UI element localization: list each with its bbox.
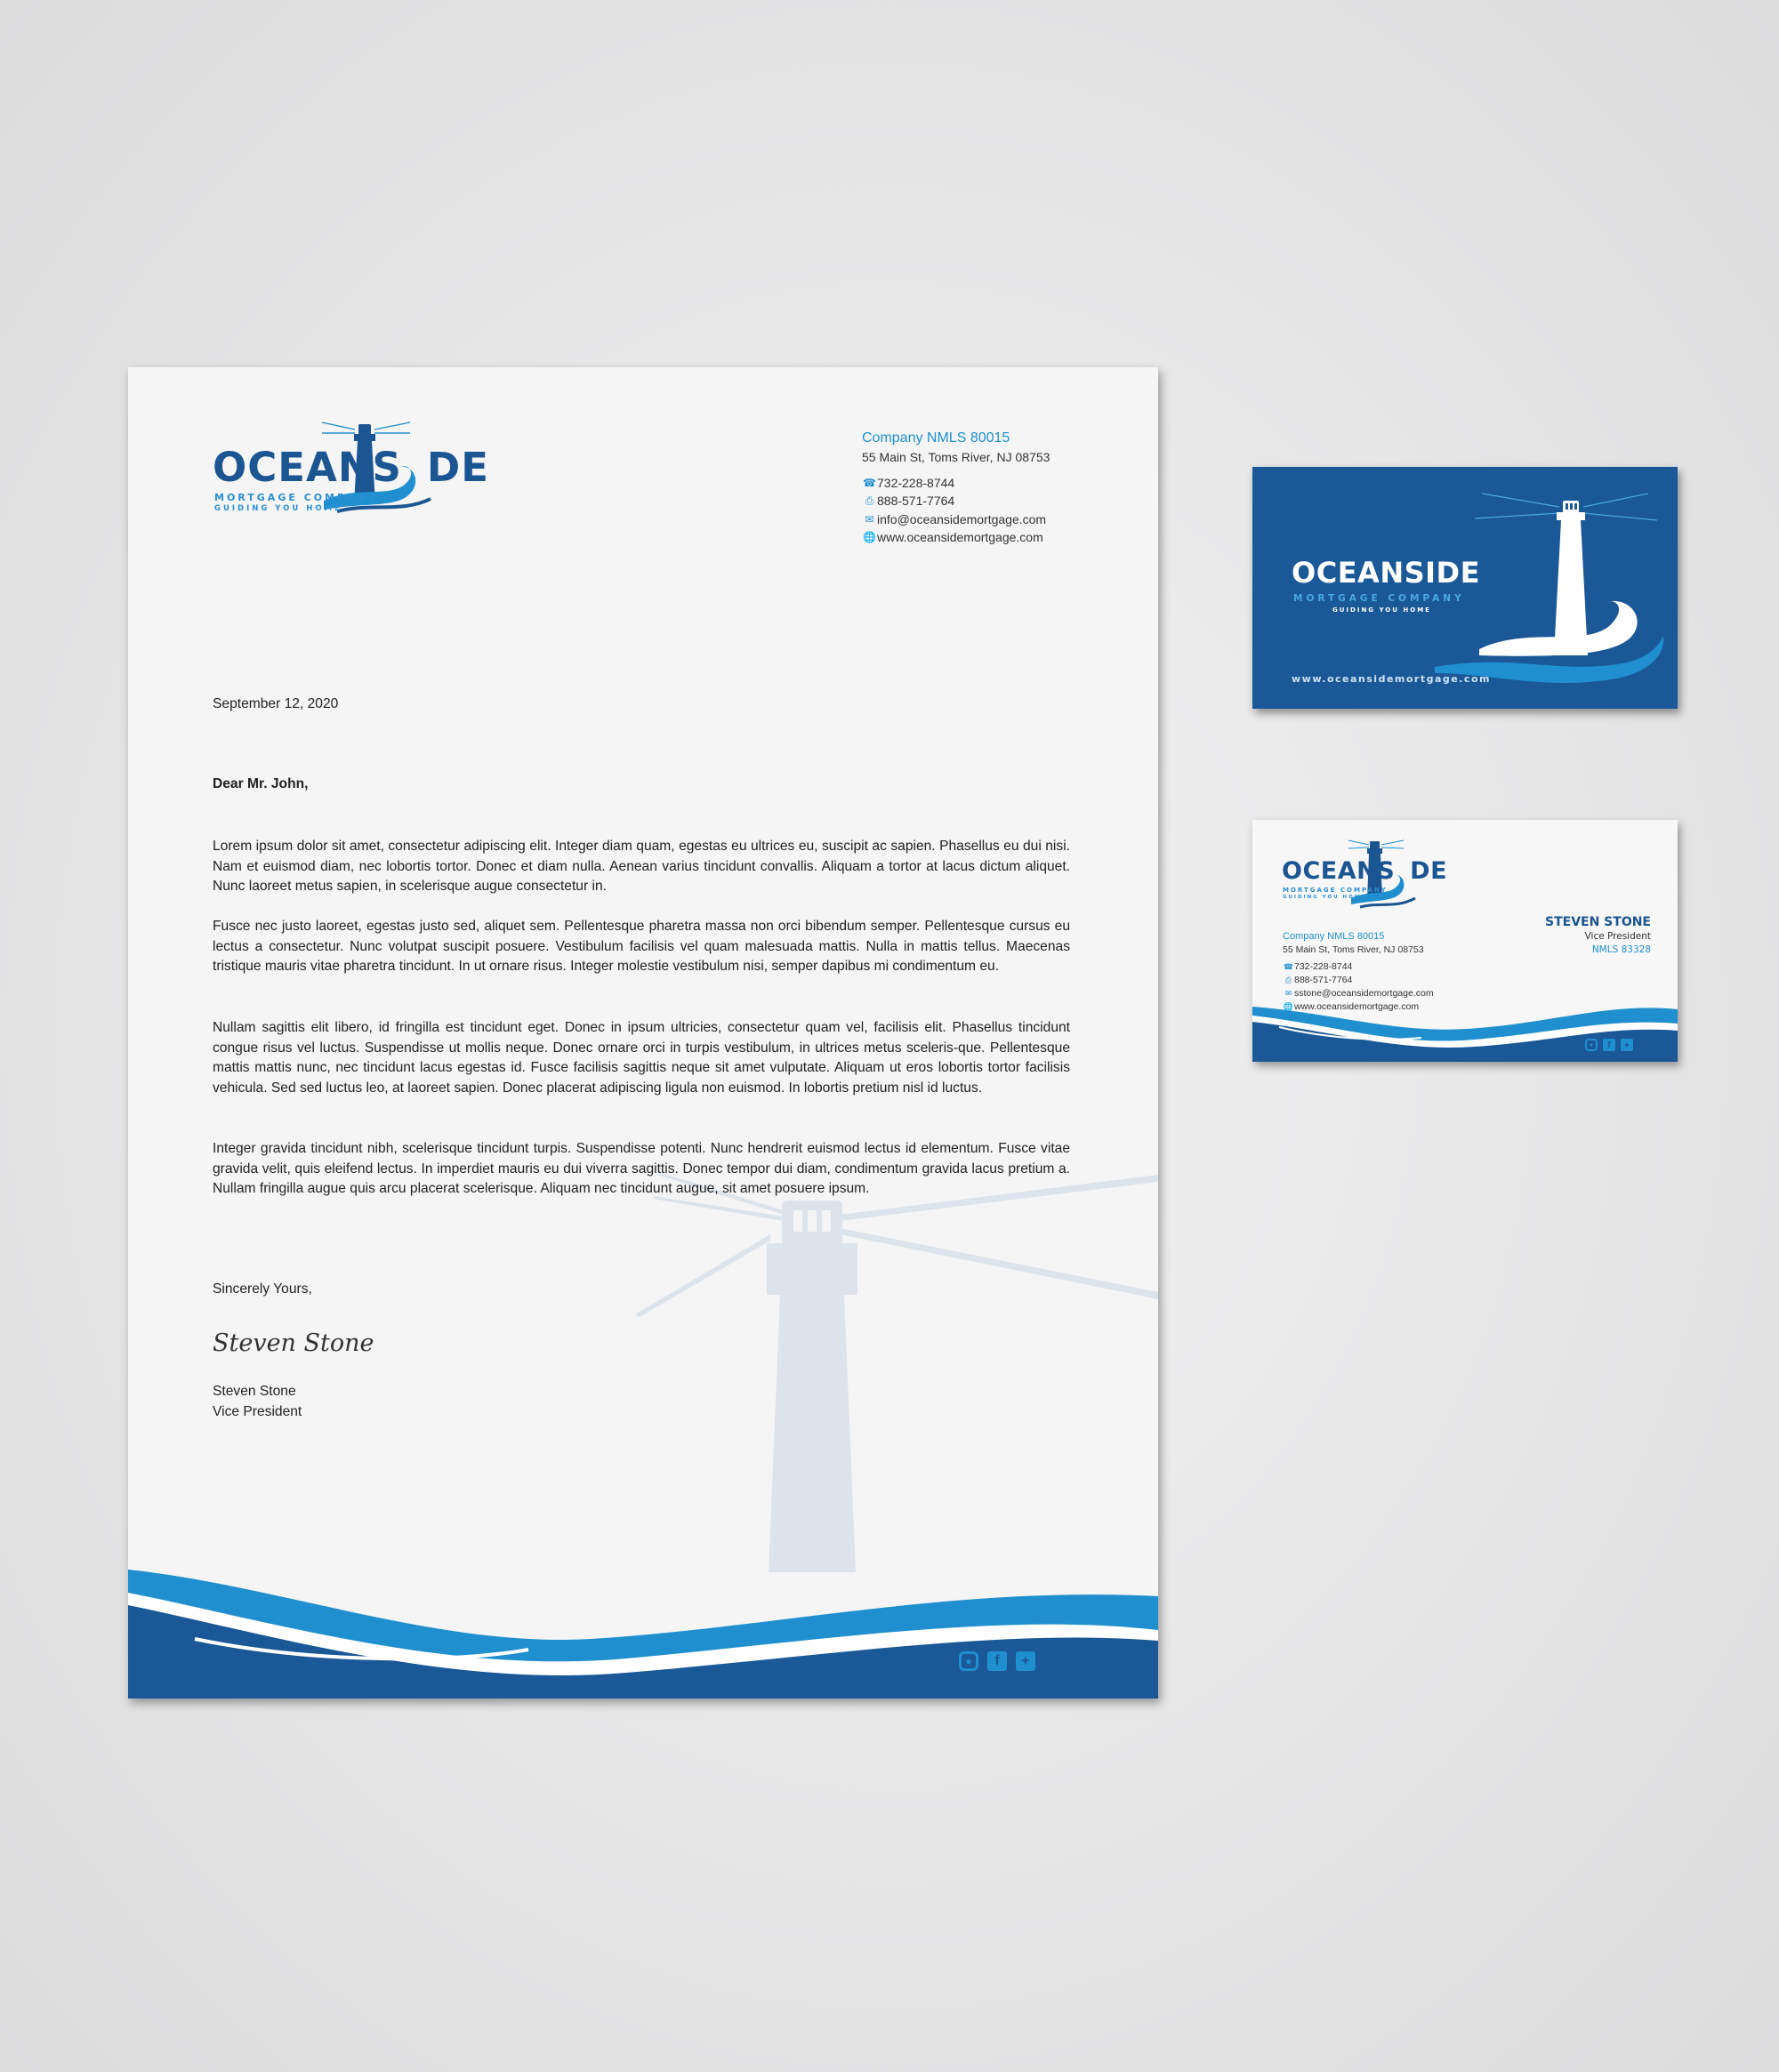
facebook-icon[interactable]: f	[1603, 1039, 1615, 1051]
card-back-subtitle: MORTGAGE COMPANY	[1283, 887, 1388, 894]
logo-tagline: GUIDING YOU HOME	[214, 504, 342, 513]
card-back-tagline: GUIDING YOU HOME	[1283, 895, 1367, 900]
twitter-icon[interactable]: ✦	[1621, 1039, 1633, 1051]
instagram-icon[interactable]: ●	[959, 1651, 978, 1671]
card-back-name-left: OCEANS	[1282, 857, 1396, 885]
card-person-nmls: NMLS 83328	[1591, 944, 1651, 955]
instagram-icon[interactable]: ●	[1585, 1039, 1598, 1051]
card-back-name-right: DE	[1410, 857, 1448, 885]
card-company-nmls: Company NMLS 80015	[1283, 931, 1385, 942]
card-email-row	[1283, 987, 1434, 1000]
card-email[interactable]: sstone@oceansidemortgage.com	[1294, 988, 1434, 999]
signer-title: Vice President	[213, 1403, 302, 1419]
company-address: 55 Main St, Toms River, NJ 08753	[862, 450, 1050, 464]
card-front-tagline: GUIDING YOU HOME	[1332, 606, 1431, 614]
signer-block	[213, 1382, 302, 1422]
signer-name: Steven Stone	[213, 1384, 296, 1399]
phone-icon: ☎	[1283, 962, 1294, 971]
card-back-wave	[1252, 1002, 1678, 1062]
fax-icon: ⎙	[865, 494, 874, 507]
facebook-icon[interactable]: f	[987, 1651, 1007, 1671]
card-front-brand-name: OCEANSIDE	[1292, 556, 1480, 590]
business-card-back	[1252, 820, 1678, 1062]
email-row	[862, 510, 1155, 529]
company-nmls: Company NMLS 80015	[862, 430, 1010, 446]
logo-subtitle: MORTGAGE COMPANY	[214, 492, 377, 503]
handwritten-signature: Steven Stone	[213, 1329, 374, 1357]
email-address[interactable]: info@oceansidemortgage.com	[877, 511, 1047, 526]
card-social-links	[1585, 1039, 1633, 1051]
card-address: 55 Main St, Toms River, NJ 08753	[1283, 944, 1424, 955]
oceanside-logo	[213, 421, 515, 518]
letterhead-social-links	[959, 1651, 1035, 1671]
card-website[interactable]: www.oceansidemortgage.com	[1294, 1001, 1420, 1012]
phone-row	[862, 474, 1155, 493]
card-fax: 888-571-7764	[1294, 975, 1353, 985]
globe-icon: 🌐	[863, 531, 876, 543]
business-card-front	[1252, 467, 1678, 709]
website-link[interactable]: www.oceansidemortgage.com	[877, 530, 1043, 544]
card-fax-row	[1283, 974, 1434, 987]
website-row	[862, 528, 1155, 547]
phone-icon: ☎	[863, 476, 876, 489]
phone-number: 732-228-8744	[877, 475, 955, 490]
card-back-person	[1545, 914, 1651, 957]
letter-paragraph-1: Lorem ipsum dolor sit amet, consectetur adipiscing elit. Integer diam quam, egestas eu ultrices eu, suscipit ac sapien. Phasellus eu dui nisi. Nam et euismod diam, nec lobortis tortor. Donec et diam nulla. Aenean varius tincidunt convallis. Aliquam a tortor at lacus dictum aliquet. Nunc laoreet metus sapien, in scelerisque augue consectetur in.	[213, 839, 1070, 894]
card-back-contact	[1283, 930, 1434, 1014]
logo-name-left: OCEANS	[213, 444, 402, 491]
card-phone: 732-228-8744	[1294, 961, 1353, 972]
letter-paragraph-4: Integer gravida tincidunt nibh, scelerisque tincidunt turpis. Suspendisse potenti. Nunc hendrerit euismod lectus id elementum. Fusce vitae gravida velit, quis eleifend lectus. In imperdiet mauris eu dui viverra sagittis. Donec tempor dui diam, condimentum gravida lacus pretium a. Nullam fringilla augue quis arcu placerat scelerisque. Aliquam nec tincidunt augue, sit amet posuere ipsum.	[213, 1141, 1070, 1196]
fax-number: 888-571-7764	[877, 494, 955, 508]
fax-icon: ⎙	[1284, 976, 1292, 984]
letter-paragraph-3: Nullam sagittis elit libero, id fringilla est tincidunt eget. Donec in ipsum ultricies, consectetur quam vel, facilisis elit. Phasellus tincidunt congue risus vel luctus. Suspendisse ut mollis neque. Donec ornare orci in turpis vestibulum, in ultrices metus sceleris-que. Pellentesque mattis mattis nunc, nec tincidunt lacus egestas id. Fusce facilisis sagittis neque sit amet vulputate. Aliquam ut eros lobortis tortor facilisis vehicula. Sed sed luctus leo, at laoreet sapien. Donec placerat adipiscing ligula non euismod. In lobortis pretium nisl id luctus.	[213, 1020, 1070, 1096]
card-phone-row	[1283, 960, 1434, 974]
card-person-name: STEVEN STONE	[1545, 915, 1651, 929]
footer-wave	[128, 1550, 1158, 1699]
letterhead-page	[128, 367, 1158, 1699]
mail-icon: ✉	[1284, 989, 1292, 998]
card-front-subtitle: MORTGAGE COMPANY	[1293, 593, 1465, 604]
globe-icon: 🌐	[1283, 1002, 1294, 1011]
letter-greeting: Dear Mr. John,	[213, 776, 309, 791]
card-person-title: Vice President	[1584, 931, 1651, 942]
letter-closing: Sincerely Yours,	[213, 1281, 312, 1297]
letter-date: September 12, 2020	[213, 696, 339, 711]
logo-name-right: DE	[426, 444, 490, 491]
letter-paragraph-2: Fusce nec justo laoreet, egestas justo sed, aliquet sem. Pellentesque pharetra massa non orci bibendum semper. Pellentesque cursus eu lectus a consectetur. Nunc volutpat suscipit posuere. Vestibulum facilisis vel quam malesuada mattis. Nulla in mattis tellus. Maecenas tristique mauris vitae pharetra tincidunt. In ut ornare risus. Integer molestie vestibulum nisi, semper dapibus mi condimentum eu.	[213, 919, 1070, 974]
card-back-logo	[1282, 838, 1460, 913]
letterhead-contact	[862, 428, 1155, 547]
card-front-website[interactable]: www.oceansidemortgage.com	[1292, 673, 1491, 685]
mail-icon: ✉	[865, 512, 874, 526]
fax-row	[862, 492, 1155, 510]
twitter-icon[interactable]: ✦	[1016, 1651, 1035, 1671]
